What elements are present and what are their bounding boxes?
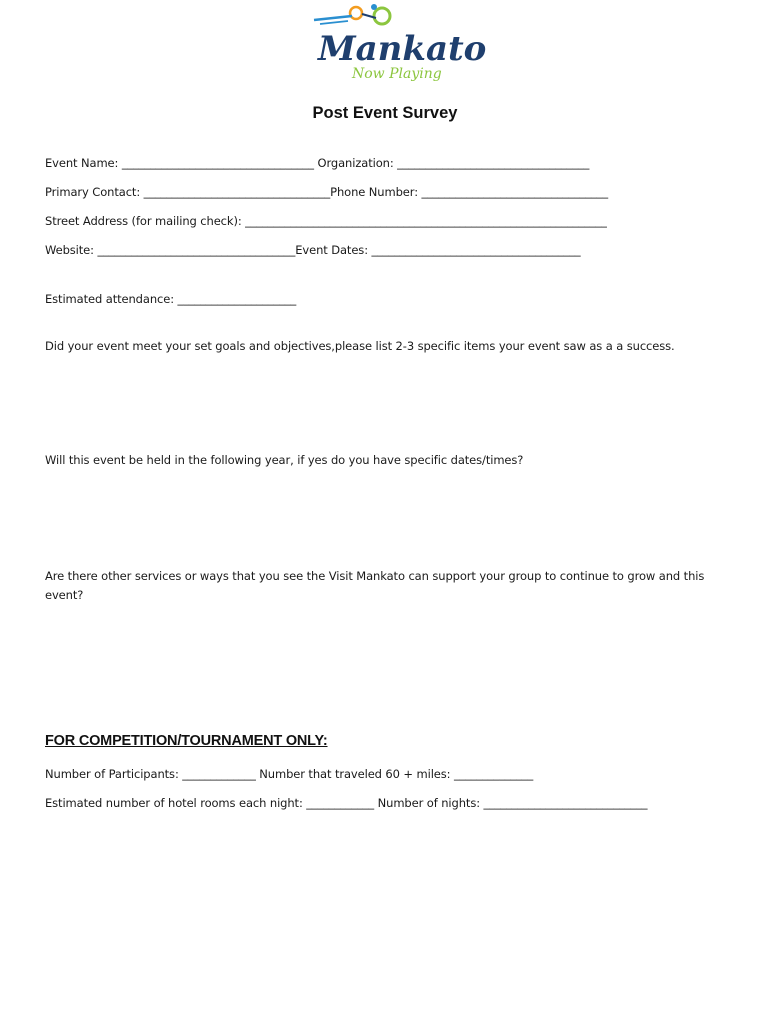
estimated-attendance-line[interactable]: Estimated attendance: _____________________ bbox=[45, 292, 297, 306]
logo-wordmark: Mankato bbox=[318, 29, 487, 69]
question-goals: Did your event meet your set goals and objectives,please list 2-3 specific items your event saw as a a success. bbox=[45, 339, 675, 353]
question-services: Are there other services or ways that you see the Visit Mankato can support your group to continue to grow and this event? bbox=[45, 569, 705, 602]
website-event-dates-line[interactable]: Website: ___________________________________Event Dates: _____________________________________ bbox=[45, 243, 581, 257]
page-title: Post Event Survey bbox=[312, 104, 458, 122]
street-address-line[interactable]: Street Address (for mailing check): ________________________________________________________________ bbox=[45, 214, 607, 228]
logo-tagline: Now Playing bbox=[352, 66, 442, 82]
question-next-year: Will this event be held in the following year, if yes do you have specific dates/times? bbox=[45, 453, 524, 467]
hotel-rooms-line[interactable]: Estimated number of hotel rooms each night: ____________ Number of nights: _____________________________ bbox=[45, 796, 648, 810]
participants-line[interactable]: Number of Participants: _____________ Number that traveled 60 + miles: ______________ bbox=[45, 767, 534, 781]
event-name-organization-line[interactable]: Event Name: __________________________________ Organization: __________________________________ bbox=[45, 156, 590, 170]
competition-section-heading: FOR COMPETITION/TOURNAMENT ONLY: bbox=[45, 733, 328, 749]
primary-contact-phone-line[interactable]: Primary Contact: _________________________________Phone Number: _________________________________ bbox=[45, 185, 608, 199]
mankato-logo bbox=[312, 2, 487, 88]
